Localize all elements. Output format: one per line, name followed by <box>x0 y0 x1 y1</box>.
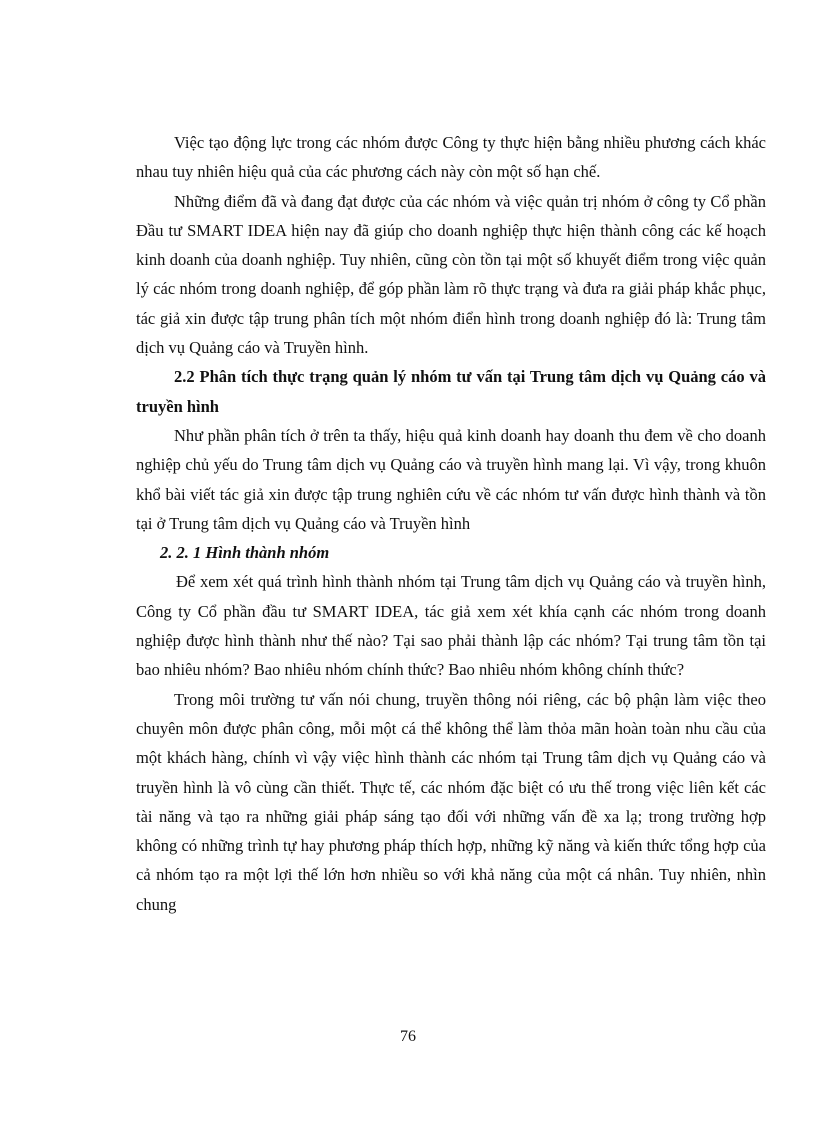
paragraph-motivation: Việc tạo động lực trong các nhóm được Công ty thực hiện bằng nhiều phương cách khác nhau tuy nhiên hiệu quả của các phương cách này còn một số hạn chế. <box>136 133 766 182</box>
document-body <box>136 128 766 919</box>
page-number: 76 <box>400 1028 416 1045</box>
section-heading-2-2: 2.2 Phân tích thực trạng quản lý nhóm tư vấn tại Trung tâm dịch vụ Quảng cáo và truyền hình <box>136 367 766 416</box>
subsection-heading-2-2-1: 2. 2. 1 Hình thành nhóm <box>160 543 330 563</box>
paragraph-analysis-intro: Như phần phân tích ở trên ta thấy, hiệu quả kinh doanh hay doanh thu đem về cho doanh nghiệp chủ yếu do Trung tâm dịch vụ Quảng cáo và truyền hình mang lại. Vì vậy, trong khuôn khổ bài viết tác giả xin được tập trung nghiên cứu về các nhóm tư vấn được hình thành và tồn tại ở Trung tâm dịch vụ Quảng cáo và Truyền hình <box>136 425 766 533</box>
paragraph-consulting-environment: Trong môi trường tư vấn nói chung, truyền thông nói riêng, các bộ phận làm việc theo chuyên môn được phân công, mỗi một cá thể không thể làm thỏa mãn hoàn toàn nhu cầu của một khách hàng, chính vì vậy việc hình thành các nhóm tại Trung tâm dịch vụ Quảng cáo và truyền hình là vô cùng cần thiết. Thực tế, các nhóm đặc biệt có ưu thế trong việc liên kết các tài năng và tạo ra những giải pháp sáng tạo đối với những vấn đề xa lạ; trong trường hợp không có những trình tự hay phương pháp thích hợp, những kỹ năng và kiến thức tổng hợp của cả nhóm tạo ra một lợi thế lớn hơn nhiều so với khả năng của một cá nhân. Tuy nhiên, nhìn chung <box>136 689 766 914</box>
paragraph-achievements: Những điểm đã và đang đạt được của các nhóm và việc quản trị nhóm ở công ty Cổ phần Đầu tư SMART IDEA hiện nay đã giúp cho doanh nghiệp thực hiện thành công các kế hoạch kinh doanh của doanh nghiệp. Tuy nhiên, cũng còn tồn tại một số khuyết điểm trong việc quản lý các nhóm trong doanh nghiệp, để góp phần làm rõ thực trạng và đưa ra giải pháp khắc phục, tác giả xin được tập trung phân tích một nhóm điển hình trong doanh nghiệp đó là: Trung tâm dịch vụ Quảng cáo và Truyền hình. <box>136 191 766 358</box>
paragraph-group-formation: Để xem xét quá trình hình thành nhóm tại Trung tâm dịch vụ Quảng cáo và truyền hình, Công ty Cổ phần đầu tư SMART IDEA, tác giả xem xét khía cạnh các nhóm trong doanh nghiệp được hình thành như thế nào? Tại sao phải thành lập các nhóm? Tại trung tâm tồn tại bao nhiêu nhóm? Bao nhiêu nhóm chính thức? Bao nhiêu nhóm không chính thức? <box>136 572 766 680</box>
